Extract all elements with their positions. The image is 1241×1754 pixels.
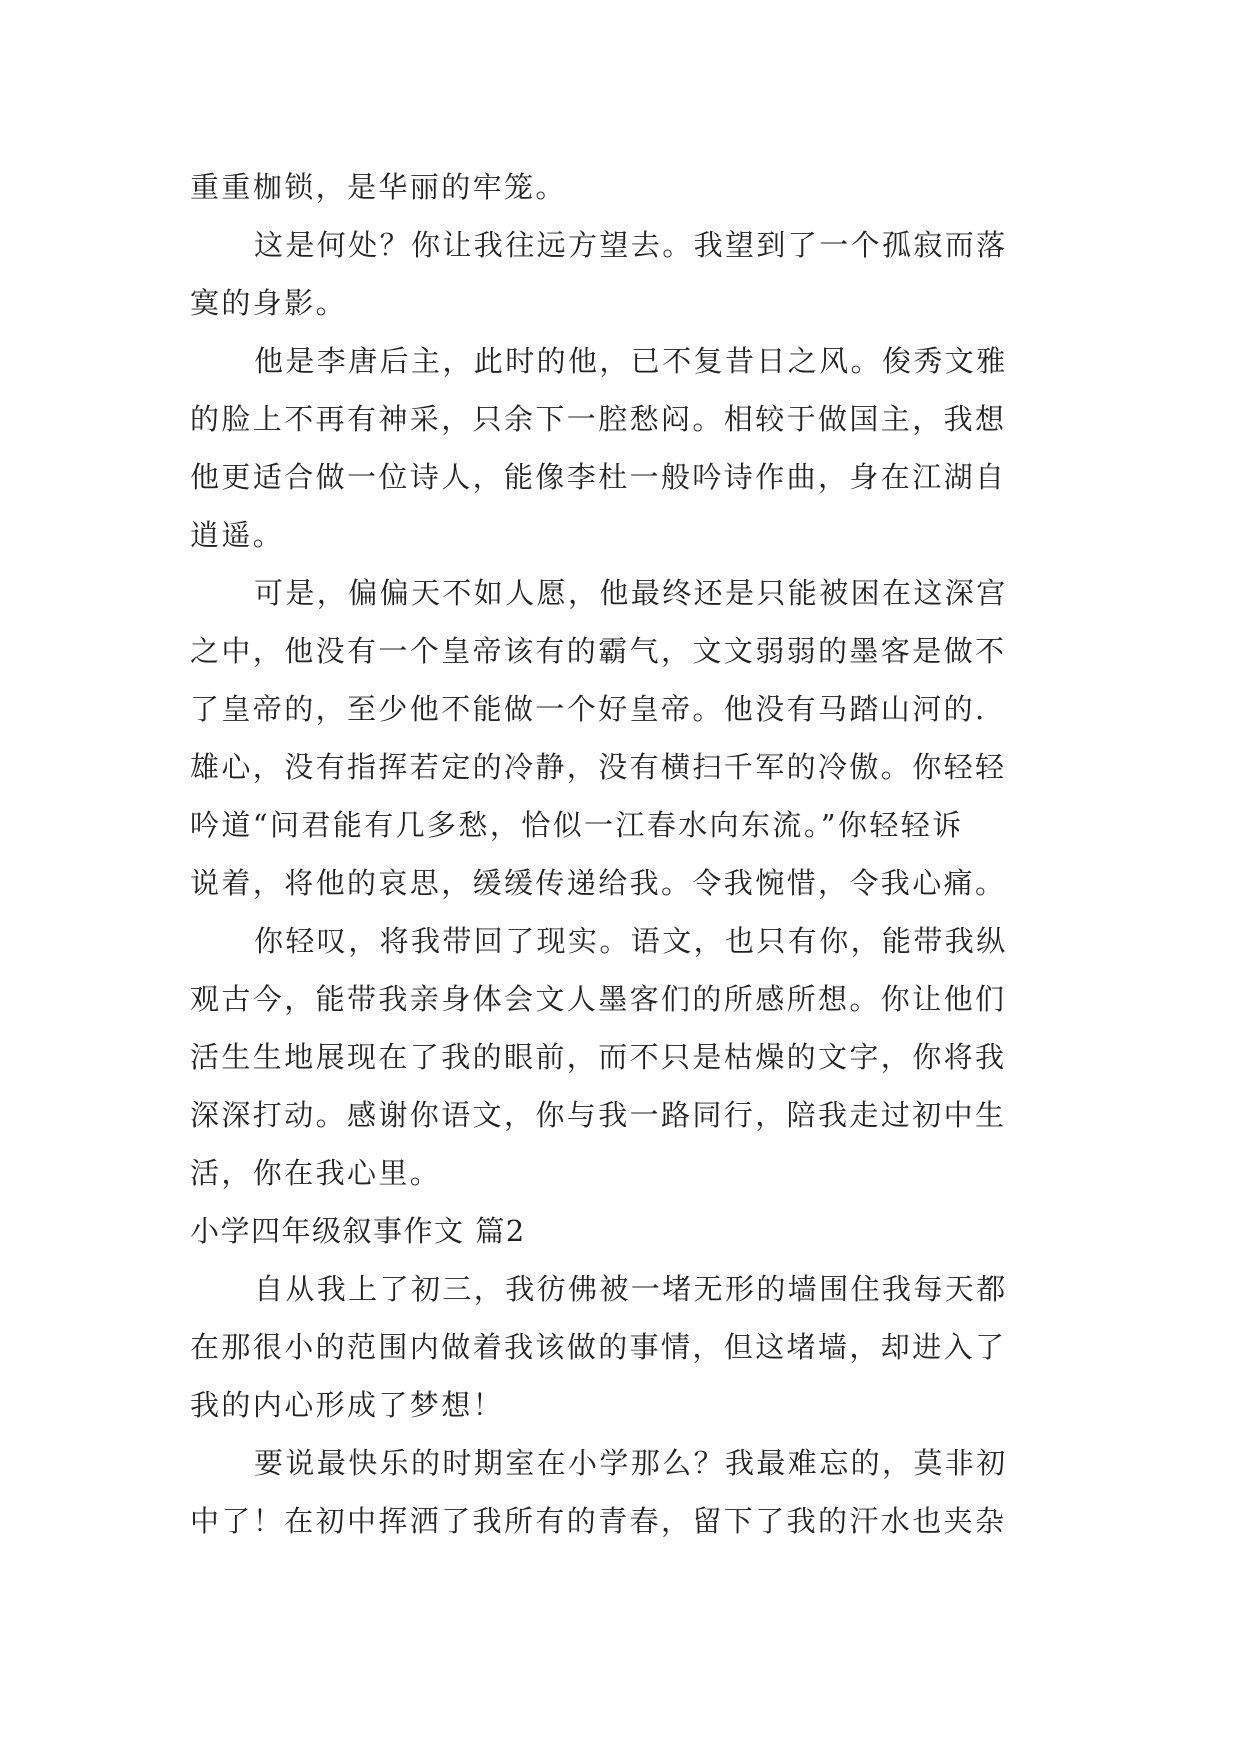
paragraph-start-line: 可是，偏偏天不如人愿，他最终还是只能被困在这深宫 (254, 576, 1008, 610)
text-line: 逍遥。 (190, 518, 285, 552)
essay-body (190, 158, 1060, 1550)
text-line: 他更适合做一位诗人，能像李杜一般吟诗作曲，身在江湖自 (190, 460, 1007, 494)
text-line: 寞的身影。 (190, 286, 348, 320)
text-line: 我的内心形成了梦想！ (190, 1388, 505, 1422)
text-line: 中了！在初中挥洒了我所有的青春，留下了我的汗水也夹杂 (190, 1504, 1007, 1538)
text-line: 活生生地展现在了我的眼前，而不只是枯燥的文字，你将我 (190, 1040, 1007, 1074)
text-line: 深深打动。感谢你语文，你与我一路同行，陪我走过初中生 (190, 1098, 1007, 1132)
text-line: 的脸上不再有神采，只余下一腔愁闷。相较于做国主，我想 (190, 402, 1007, 436)
text-line: 在那很小的范围内做着我该做的事情，但这堵墙，却进入了 (190, 1330, 1007, 1364)
paragraph-start-line: 你轻叹，将我带回了现实。语文，也只有你，能带我纵 (254, 924, 1008, 958)
paragraph-start-line: 这是何处？你让我往远方望去。我望到了一个孤寂而落 (254, 228, 1008, 262)
text-line: 观古今，能带我亲身体会文人墨客们的所感所想。你让他们 (190, 982, 1007, 1016)
paragraph-start-line: 自从我上了初三，我彷佛被一堵无形的墙围住我每天都 (254, 1272, 1008, 1306)
text-line: 说着，将他的哀思，缓缓传递给我。令我惋惜，令我心痛。 (190, 866, 1007, 900)
section-heading: 小学四年级叙事作文 篇2 (190, 1214, 526, 1248)
text-line: 了皇帝的，至少他不能做一个好皇帝。他没有马踏山河的. (190, 692, 987, 726)
text-line: 重重枷锁，是华丽的牢笼。 (190, 170, 567, 204)
text-line: 雄心，没有指挥若定的冷静，没有横扫千军的冷傲。你轻轻 (190, 750, 1007, 784)
text-line: 活，你在我心里。 (190, 1156, 442, 1190)
text-line: 吟道“问君能有几多愁，恰似一江春水向东流。”你轻轻诉 (190, 808, 964, 842)
paragraph-start-line: 他是李唐后主，此时的他，已不复昔日之风。俊秀文雅 (254, 344, 1008, 378)
text-line: 之中，他没有一个皇帝该有的霸气，文文弱弱的墨客是做不 (190, 634, 1007, 668)
paragraph-start-line: 要说最快乐的时期室在小学那么？我最难忘的，莫非初 (254, 1446, 1008, 1480)
